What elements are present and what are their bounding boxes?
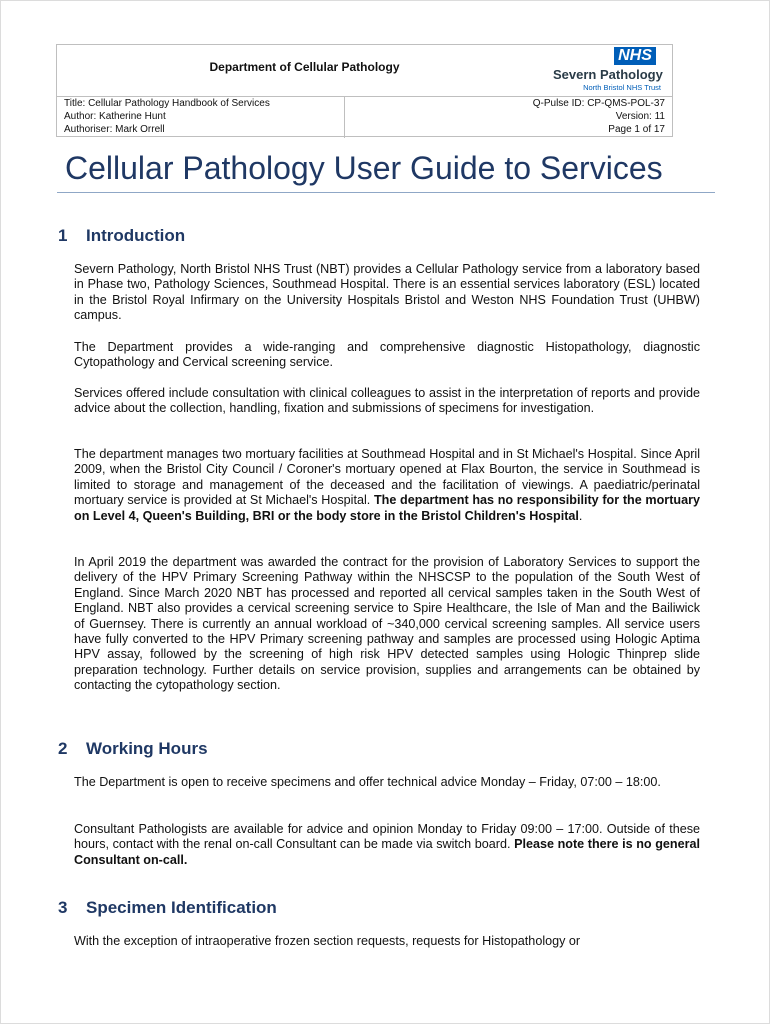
paragraph: Severn Pathology, North Bristol NHS Trust (NBT) provides a Cellular Pathology service from a laboratory based in Phase two, Pathology Sciences, Southmead Hospital. There is an essential services laboratory (ESL) located in the Bristol Royal Infirmary on the University Hospitals Bristol and Weston NHS Foundation Trust (UHBW) campus. [74,262,700,323]
paragraph-mortuary: The department manages two mortuary facilities at Southmead Hospital and in St Michael's Hospital. Since April 2009, when the Bristol City Council / Coroner's mortuary opened at Flax Bourton, the service in Southmead is limited to storage and management of the deceased and the facilitation of viewings. A paediatric/perinatal mortuary service is provided at St Michael's Hospital. The department has no responsibility for the mortuary on Level 4, Queen's Building, BRI or the body store in the Bristol Children's Hospital. [74,447,700,523]
author-meta: Author: Katherine Hunt [64,111,166,122]
authoriser-meta: Authoriser: Mark Orrell [64,124,165,135]
department-name: Department of Cellular Pathology [209,60,400,74]
section-heading-working-hours: 2 Working Hours [58,739,208,758]
section-heading-specimen-identification: 3 Specimen Identification [58,898,277,917]
doc-title-meta: Title: Cellular Pathology Handbook of Services [64,98,270,109]
on-call-note: Please note there is no general Consultant on-call. [74,837,700,867]
paragraph: Services offered include consultation with clinical colleagues to assist in the interpretation of reports and provide advice about the collection, handling, fixation and submissions of specimens for investigation. [74,386,700,416]
page-number: Page 1 of 17 [608,124,665,135]
logo-brand: Severn Pathology [553,67,663,82]
paragraph: With the exception of intraoperative frozen section requests, requests for Histopathology or [74,934,581,948]
nhs-logo-icon: NHS [614,47,656,65]
paragraph: The Department is open to receive specimens and offer technical advice Monday – Friday, 07:00 – 18:00. [74,775,661,789]
severn-pathology-logo [553,47,661,92]
logo-trust: North Bristol NHS Trust [583,83,661,92]
paragraph-consultants: Consultant Pathologists are available for advice and opinion Monday to Friday 09:00 – 17:00. Outside of these hours, contact with the renal on-call Consultant can be made via switch board. Please note there is no general Consultant on-call. [74,822,700,867]
paragraph: The Department provides a wide-ranging and comprehensive diagnostic Histopathology, diagnostic Cytopathology and Cervical screening service. [74,340,700,370]
document-title: Cellular Pathology User Guide to Services [65,150,663,186]
title-divider [57,192,715,193]
mortuary-note: The department has no responsibility for the mortuary on Level 4, Queen's Building, BRI or the body store in the Bristol Children's Hospital [74,493,700,523]
version: Version: 11 [615,111,665,122]
qpulse-id: Q-Pulse ID: CP-QMS-POL-37 [532,98,665,109]
paragraph: In April 2019 the department was awarded the contract for the provision of Laboratory Services to support the delivery of the HPV Primary Screening Pathway within the NHSCSP to the population of the South West of England. Since March 2020 NBT has processed and reported all cervical samples taken in the South West of England. NBT also provides a cervical screening service to Spire Healthcare, the Isle of Man and the Bailiwick of Guernsey. There is currently an annual workload of ~340,000 cervical screening samples. All service users have fully converted to the HPV Primary screening pathway and samples are processed using Hologic Aptima HPV assay, followed by the screening of high risk HPV detected samples using Hologic Thinprep slide preparation technology. Further details on service provision, supplies and arrangements can be obtained by contacting the cytopathology section. [74,555,700,693]
section-heading-introduction: 1 Introduction [58,226,186,245]
